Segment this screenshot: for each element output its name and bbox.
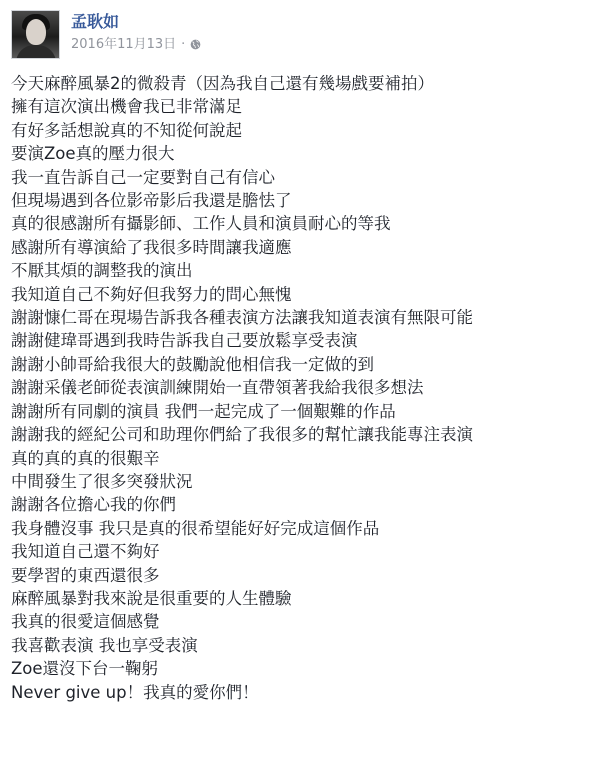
post-text-line: Never give up！我真的愛你們！	[11, 682, 259, 702]
post-text-line: 我真的很愛這個感覺	[11, 612, 160, 632]
post-header	[11, 10, 201, 62]
post-text-line: 我身體沒事 我只是真的很希望能好好完成這個作品	[11, 518, 380, 538]
post-text-line: 今天麻醉風暴2的微殺青（因為我自己還有幾場戲要補拍）	[11, 74, 434, 93]
post-text-line: 謝謝采儀老師從表演訓練開始一直帶領著我給我很多想法	[11, 378, 424, 398]
post-text-line: 不厭其煩的調整我的演出	[11, 261, 193, 281]
author-name[interactable]: 孟耿如	[71, 12, 120, 31]
post-text-line: 真的很感謝所有攝影師、工作人員和演員耐心的等我	[11, 214, 391, 234]
post-meta	[71, 12, 201, 53]
avatar-face	[26, 19, 46, 45]
post-text-line: 中間發生了很多突發狀況	[11, 471, 193, 491]
post-text-line: 謝謝小帥哥給我很大的鼓勵說他相信我一定做的到	[11, 354, 374, 374]
post-text-line: 麻醉風暴對我來說是很重要的人生體驗	[11, 588, 292, 608]
separator-dot: ·	[181, 37, 186, 52]
avatar[interactable]	[11, 10, 60, 59]
post-text-line: 謝謝所有同劇的演員 我們一起完成了一個艱難的作品	[11, 401, 396, 421]
post-text-line: 謝謝健瑋哥遇到我時告訴我自己要放鬆享受表演	[11, 331, 358, 351]
post-text-line: 有好多話想說真的不知從何說起	[11, 120, 242, 140]
globe-icon[interactable]	[190, 39, 201, 50]
post-text-line: 謝謝慷仁哥在現場告訴我各種表演方法讓我知道表演有無限可能	[11, 308, 473, 328]
post-text-line: 我知道自己還不夠好	[11, 542, 160, 562]
post-subline	[71, 36, 201, 53]
post-text-line: 擁有這次演出機會我已非常滿足	[11, 97, 242, 117]
post-timestamp[interactable]: 2016年11月13日	[71, 37, 177, 52]
post-text-line: Zoe還沒下台一鞠躬	[11, 659, 159, 679]
post-text-line: 我一直告訴自己一定要對自己有信心	[11, 167, 275, 187]
post-text-line: 謝謝各位擔心我的你們	[11, 495, 176, 515]
post-text-line: 真的真的真的很艱辛	[11, 448, 160, 468]
post-text-line: 但現場遇到各位影帝影后我還是膽怯了	[11, 191, 292, 211]
post-body	[11, 72, 591, 704]
post-text-line: 要演Zoe真的壓力很大	[11, 144, 175, 164]
post-text-line: 我喜歡表演 我也享受表演	[11, 635, 198, 655]
post-text-line: 謝謝我的經紀公司和助理你們給了我很多的幫忙讓我能專注表演	[11, 425, 473, 445]
post-text-line: 感謝所有導演給了我很多時間讓我適應	[11, 237, 292, 257]
post-text-line: 我知道自己不夠好但我努力的問心無愧	[11, 284, 292, 304]
post-text-line: 要學習的東西還很多	[11, 565, 160, 585]
avatar-body	[16, 45, 56, 59]
